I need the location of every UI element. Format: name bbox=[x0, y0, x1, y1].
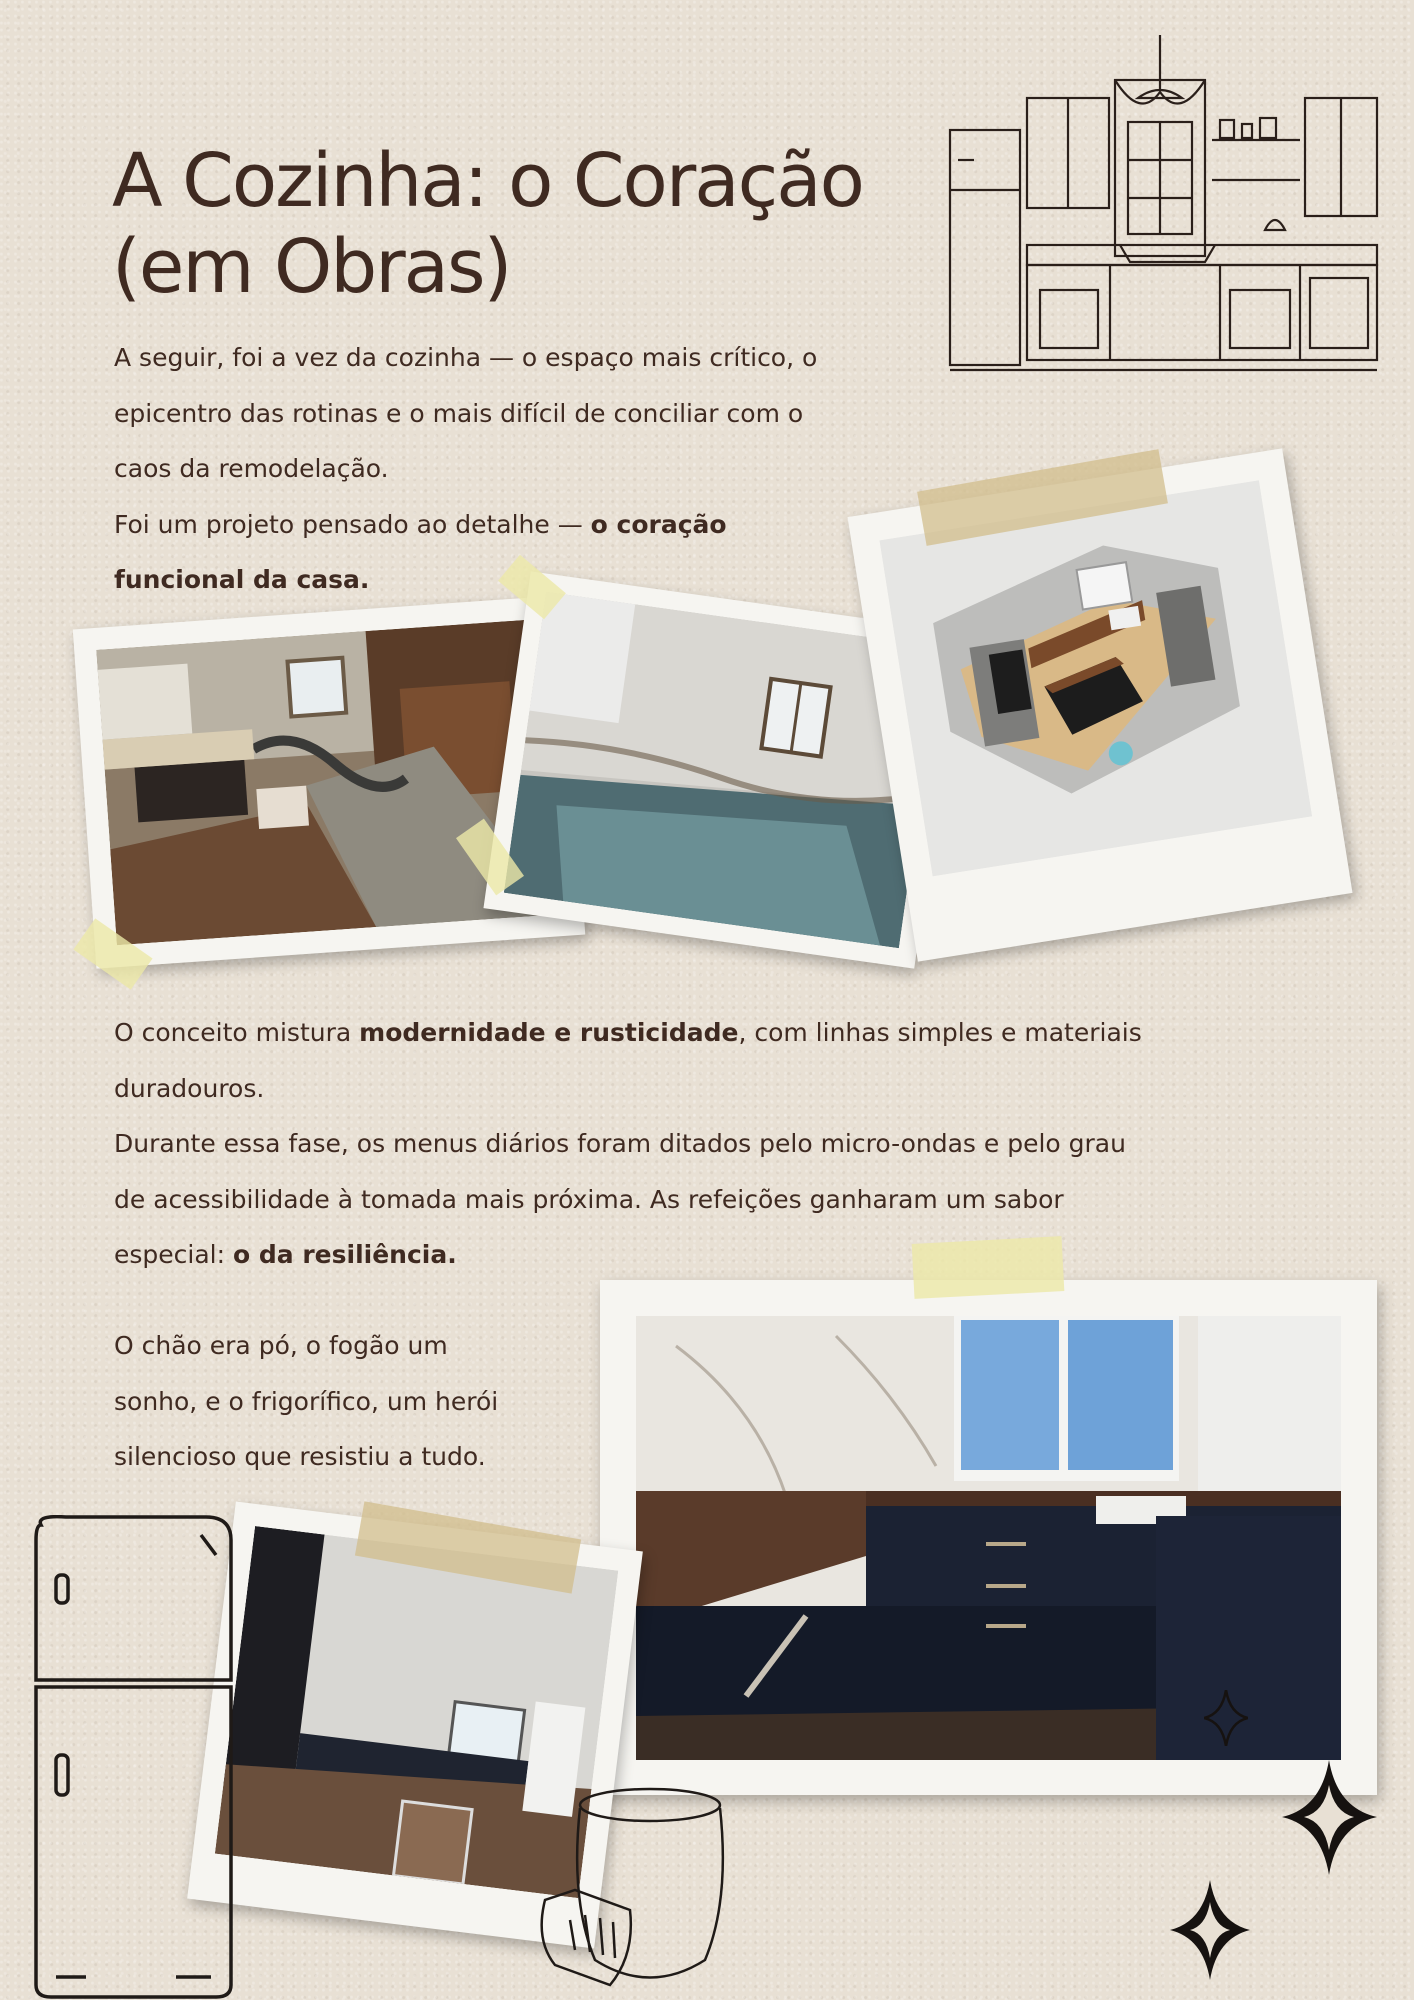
sparkle-icon bbox=[1170, 1880, 1250, 1980]
intro-line-5-bold: funcional da casa. bbox=[114, 565, 370, 594]
concept-paragraph bbox=[114, 1005, 1304, 1283]
floor-line-3: silencioso que resistiu a tudo. bbox=[114, 1442, 486, 1471]
concept-line-5: especial: bbox=[114, 1240, 233, 1269]
fridge-sketch-icon bbox=[26, 1515, 241, 2000]
photo-finished-kitchen bbox=[600, 1280, 1377, 1795]
sparkle-icon bbox=[1282, 1760, 1377, 1875]
sparkle-icon bbox=[1204, 1690, 1248, 1746]
air-fryer-sketch-icon bbox=[535, 1780, 735, 1995]
floor-line-1: O chão era pó, o fogão um bbox=[114, 1331, 448, 1360]
title-line-1: A Cozinha: o Coração bbox=[112, 138, 863, 224]
intro-line-2: epicentro das rotinas e o mais difícil de conciliar com o bbox=[114, 398, 804, 428]
intro-line-4-bold: o coração bbox=[590, 509, 727, 539]
intro-line-1: A seguir, foi a vez da cozinha — o espaço mais crítico, o bbox=[114, 343, 818, 372]
kitchen-sketch-icon bbox=[930, 30, 1385, 385]
concept-line-5-bold: o da resiliência. bbox=[232, 1240, 457, 1269]
floor-paragraph bbox=[114, 1318, 574, 1485]
concept-line-1: O conceito mistura bbox=[114, 1018, 360, 1047]
page-title bbox=[112, 138, 912, 310]
concept-line-4: de acessibilidade à tomada mais próxima. As refeições ganharam um sabor bbox=[114, 1184, 1064, 1214]
tape-photo-4-top bbox=[912, 1236, 1065, 1299]
concept-line-3: Durante essa fase, os menus diários foram ditados pelo micro-ondas e pelo grau bbox=[114, 1129, 1126, 1158]
intro-line-4: Foi um projeto pensado ao detalhe — bbox=[114, 509, 591, 539]
concept-line-1-bold: modernidade e rusticidade bbox=[359, 1018, 739, 1047]
intro-line-3: caos da remodelação. bbox=[114, 454, 389, 483]
title-line-2: (em Obras) bbox=[112, 224, 511, 310]
floor-line-2: sonho, e o frigorífico, um herói bbox=[114, 1386, 499, 1416]
concept-line-1-end: , com linhas simples e materiais bbox=[738, 1018, 1142, 1047]
concept-line-2: duradouros. bbox=[114, 1073, 265, 1103]
